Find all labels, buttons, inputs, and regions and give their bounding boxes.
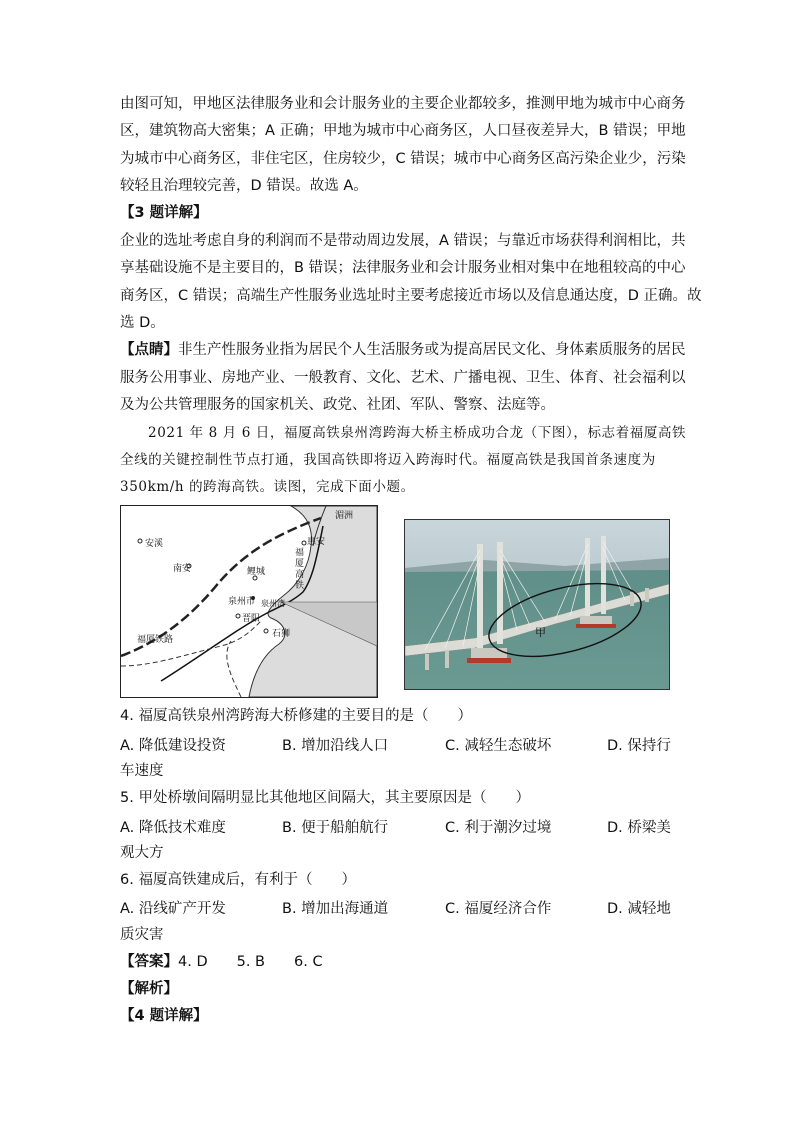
text-line: 服务公用事业、房地产业、一般教育、文化、艺术、广播电视、卫生、体育、社会福利以 <box>120 370 686 386</box>
text-line: 享基础设施不是主要目的，B 错误；法律服务业和会计服务业相对集中在地租较高的中心 <box>120 260 686 276</box>
q4-option-a: A. 降低建设投资 <box>120 738 226 754</box>
bridge-photo <box>404 519 670 690</box>
map-label-fuxia-railway: 福厦铁路 <box>137 635 174 645</box>
map-label-licheng: 鲤城 <box>247 567 266 577</box>
intro-line: 全线的关键控制性节点打通，我国高铁即将迈入跨海时代。福厦高铁是我国首条速度为 <box>120 452 656 468</box>
map-label-anxi: 安溪 <box>145 539 164 549</box>
q4-option-b: B. 增加沿线人口 <box>282 738 389 754</box>
text-line: 较轻且治理较完善，D 错误。故选 A。 <box>120 178 368 194</box>
dianjing-text: 非生产性服务业指为居民个人生活服务或为提高居民文化、身体素质服务的居民 <box>178 342 686 358</box>
answer-line <box>120 952 323 972</box>
map-label-huian: 惠安 <box>307 537 326 547</box>
section-heading-q4: 【4 题详解】 <box>120 1008 208 1024</box>
quanzhou-map <box>120 505 378 698</box>
question-6-stem: 6. 福厦高铁建成后，有利于（ ） <box>120 872 356 888</box>
text-line: 选 D。 <box>120 315 165 331</box>
map-label-quanzhou-bay: 泉州湾 <box>261 599 285 608</box>
q6-option-a: A. 沿线矿产开发 <box>120 901 226 917</box>
q6-option-c: C. 福厦经济合作 <box>445 901 552 917</box>
analysis-heading: 【解析】 <box>120 981 178 997</box>
map-label-jinyang: 晋阳 <box>242 614 261 624</box>
answer-text: 4. D 5. B 6. C <box>178 954 323 970</box>
text-line: 区，建筑物高大密集；A 正确；甲地为城市中心商务区，人口昼夜差异大，B 错误；甲地 <box>120 123 686 139</box>
map-label-meizhou: 湄洲 <box>335 511 354 521</box>
q5-option-c: C. 利于潮汐过境 <box>445 820 552 836</box>
map-label-shishi: 石狮 <box>272 629 291 639</box>
map-label-nanan: 南安 <box>173 564 192 574</box>
intro-line: 350km/h 的跨海高铁。读图，完成下面小题。 <box>120 479 415 495</box>
text-line: 由图可知，甲地区法律服务业和会计服务业的主要企业都较多，推测甲地为城市中心商务 <box>120 96 686 112</box>
q6-option-d-wrap: 质灾害 <box>120 927 164 943</box>
intro-line: 2021 年 8 月 6 日，福厦高铁泉州湾跨海大桥主桥成功合龙（下图），标志着福厦高铁 <box>148 425 687 441</box>
q5-option-b: B. 便于船舶航行 <box>282 820 389 836</box>
dianjing-line <box>120 340 686 360</box>
q4-option-d-wrap: 车速度 <box>120 763 164 779</box>
dianjing-label: 【点睛】 <box>120 342 178 358</box>
q5-option-d-wrap: 观大方 <box>120 845 164 861</box>
question-4-stem: 4. 福厦高铁泉州湾跨海大桥修建的主要目的是（ ） <box>120 708 472 724</box>
q5-option-d: D. 桥梁美 <box>607 820 671 836</box>
photo-marker-jia: 甲 <box>535 626 546 639</box>
map-label-quanzhou: 泉州市 <box>228 597 256 607</box>
text-line: 企业的选址考虑自身的利润而不是带动周边发展，A 错误；与靠近市场获得利润相比，共 <box>120 233 686 249</box>
text-line: 商务区，C 错误；高端生产性服务业选址时主要考虑接近市场以及信息通达度，D 正确。故 <box>120 288 702 304</box>
answer-label: 【答案】 <box>120 954 178 970</box>
q6-option-b: B. 增加出海通道 <box>282 901 389 917</box>
map-label-fuxia-hsr: 福厦高铁 <box>295 548 305 591</box>
section-heading-q3: 【3 题详解】 <box>120 205 208 221</box>
q6-option-d: D. 减轻地 <box>607 901 671 917</box>
question-5-stem: 5. 甲处桥墩间隔明显比其他地区间隔大，其主要原因是（ ） <box>120 790 530 806</box>
q4-option-d: D. 保持行 <box>607 738 671 754</box>
text-line: 为城市中心商务区，非住宅区，住房较少，C 错误；城市中心商务区高污染企业少，污染 <box>120 151 686 167</box>
q5-option-a: A. 降低技术难度 <box>120 820 226 836</box>
text-line: 及为公共管理服务的国家机关、政党、社团、军队、警察、法庭等。 <box>120 397 555 413</box>
q4-option-c: C. 减轻生态破坏 <box>445 738 552 754</box>
